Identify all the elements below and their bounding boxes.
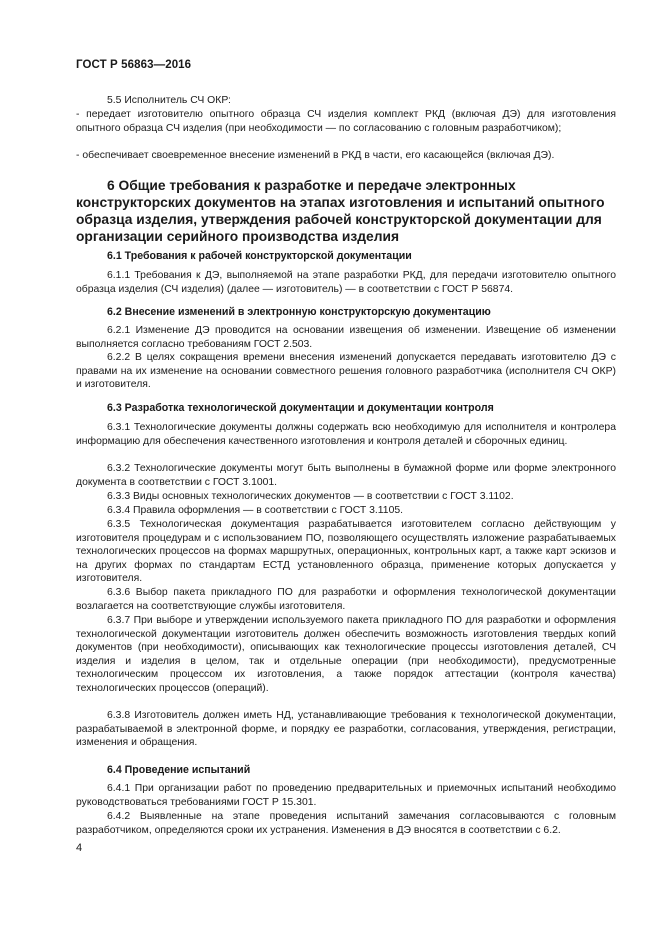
paragraph: 6.3.6 Выбор пакета прикладного ПО для разработки и оформления технологической документации возлагается на соответствующие службы изготовителя. <box>76 587 616 612</box>
paragraph: 6.3.8 Изготовитель должен иметь НД, устанавливающие требования к технологической документации, разрабатываемой в электронной форме, и порядку ее разработки, согласования, утверждения, регистрации, изменения и обращения. <box>76 710 616 749</box>
paragraph: 6.2.1 Изменение ДЭ проводится на основании извещения об изменении. Извещение об изменении выполняется согласно требованиям ГОСТ 2.503. <box>76 325 616 350</box>
section-6-title: 6 Общие требования к разработке и передаче электронных конструкторских документов на этапах изготовления и испытаний опытного образца изделия, утверждения рабочей конструкторской документации для организации серийного производства изделия <box>76 178 605 244</box>
clause-5-5-title: 5.5 Исполнитель СЧ ОКР: <box>107 95 231 106</box>
paragraph: 6.3.1 Технологические документы должны содержать всю необходимую для исполнителя и контролера информацию для обеспечения качественного изготовления и контроля деталей и сборочных единиц. <box>76 422 616 447</box>
paragraph: 6.3.5 Технологическая документация разрабатывается изготовителем согласно действующим у изготовителя процедурам и с использованием ПО, позволяющего осуществлять изложение разрабатываемых технологических процессов на формах маршрутных, операционных, контрольных карт, а также карт эскизов и на других формах по стандартам ЕСТД установленного образца, применение которых допускается у изготовителя. <box>76 519 616 585</box>
subsection-6-1-title: 6.1 Требования к рабочей конструкторской документации <box>107 250 412 262</box>
clause-5-5-item: - обеспечивает своевременное внесение изменений в РКД в части, его касающейся (включая ДЭ). <box>76 150 555 161</box>
paragraph: 6.4.2 Выявленные на этапе проведения испытаний замечания согласовываются с головным разработчиком, определяются сроки их устранения. Изменения в ДЭ вносятся в соответствии с 6.2. <box>76 811 616 836</box>
paragraph: 6.3.2 Технологические документы могут быть выполнены в бумажной форме или форме электронного документа в соответствии с ГОСТ 3.1001. <box>76 463 616 488</box>
paragraph: 6.4.1 При организации работ по проведению предварительных и приемочных испытаний необходимо руководствоваться требованиями ГОСТ Р 15.301. <box>76 783 616 808</box>
paragraph: 6.3.3 Виды основных технологических документов — в соответствии с ГОСТ 3.1102. <box>107 491 514 502</box>
document-header: ГОСТ Р 56863—2016 <box>76 59 192 71</box>
paragraph: 6.1.1 Требования к ДЭ, выполняемой на этапе разработки РКД, для передачи изготовителю опытного образца изделия (СЧ изделия) (далее — изготовитель) — в соответствии с ГОСТ Р 56874. <box>76 270 616 295</box>
paragraph: 6.3.4 Правила оформления — в соответствии с ГОСТ 3.1105. <box>107 505 404 516</box>
subsection-6-4-title: 6.4 Проведение испытаний <box>107 764 251 776</box>
page-number: 4 <box>76 842 83 854</box>
subsection-6-3-title: 6.3 Разработка технологической документации и документации контроля <box>107 402 494 414</box>
paragraph: 6.3.7 При выборе и утверждении используемого пакета прикладного ПО для разработки и оформления технологической документации изготовитель должен обеспечить возможность изготовления твердых копий документов (при необходимости), описывающих как технологические процессы изготовления деталей, СЧ изделия и изделия в целом, так и отдельные операции (при необходимости), предусмотренные технологическим процессом их изготовления, а также порядок аттестации (контроля качества) технологических процессов (операций). <box>76 615 616 694</box>
paragraph: 6.2.2 В целях сокращения времени внесения изменений допускается передавать изготовителю ДЭ с правами на их изменение на основании совместного решения головного разработчика (исполнителя СЧ ОКР) и изготовителя. <box>76 352 616 391</box>
clause-5-5-item: - передает изготовителю опытного образца СЧ изделия комплект РКД (включая ДЭ) для изготовления опытного образца СЧ изделия (при необходимости — по согласованию с головным разработчиком); <box>76 109 616 134</box>
subsection-6-2-title: 6.2 Внесение изменений в электронную конструкторскую документацию <box>107 306 491 318</box>
